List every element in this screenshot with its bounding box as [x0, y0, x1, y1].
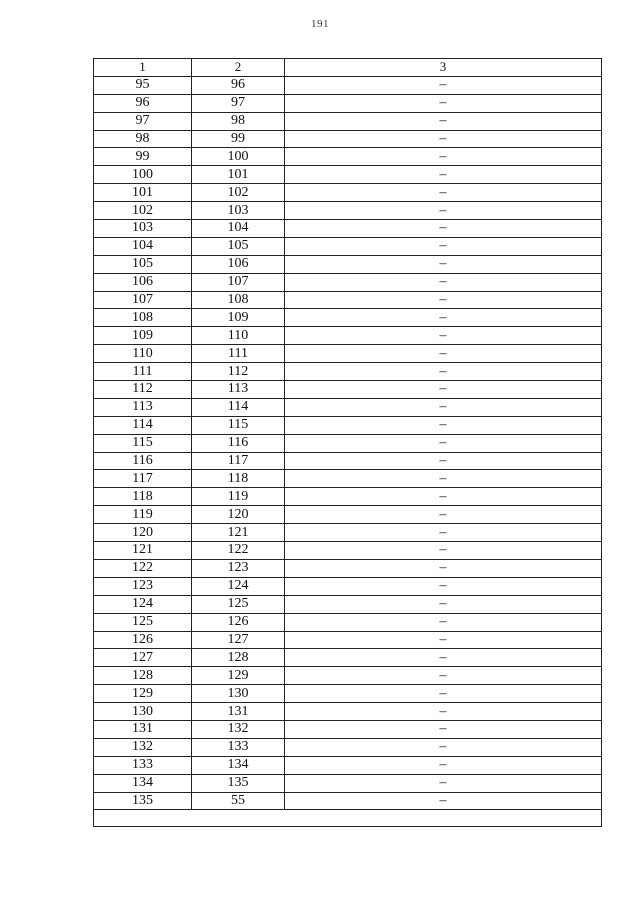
column-header-2: 2: [192, 59, 285, 77]
table-cell-col-1: 116: [94, 452, 192, 470]
table-cell-col-2: 109: [192, 309, 285, 327]
table-row: [94, 595, 602, 613]
table-row: [94, 363, 602, 381]
table-cell-col-3: –: [285, 774, 602, 792]
table-cell-col-3: –: [285, 434, 602, 452]
table-cell-col-2: 97: [192, 94, 285, 112]
table-row: [94, 703, 602, 721]
table-cell-col-1: 117: [94, 470, 192, 488]
table-cell-col-3: –: [285, 613, 602, 631]
table-cell-col-2: 114: [192, 398, 285, 416]
table-cell-col-2: 111: [192, 345, 285, 363]
table-cell-col-1: 99: [94, 148, 192, 166]
table-row: [94, 416, 602, 434]
table-cell-col-3: –: [285, 416, 602, 434]
table-row: [94, 273, 602, 291]
table-cell-col-1: 121: [94, 542, 192, 560]
table-cell-col-1: 130: [94, 703, 192, 721]
table-cell-col-2: 129: [192, 667, 285, 685]
table-cell-col-3: –: [285, 685, 602, 703]
table-row: [94, 220, 602, 238]
table-row: [94, 559, 602, 577]
table-cell-col-2: 99: [192, 130, 285, 148]
table-cell-col-1: 112: [94, 381, 192, 399]
table-body: [94, 59, 602, 827]
table-cell-col-3: –: [285, 738, 602, 756]
table-cell-col-1: 105: [94, 255, 192, 273]
table-cell-col-2: 102: [192, 184, 285, 202]
table-cell-col-1: 124: [94, 595, 192, 613]
table-cell-col-2: 126: [192, 613, 285, 631]
table-cell-col-3: –: [285, 756, 602, 774]
table-cell-col-3: –: [285, 237, 602, 255]
table-cell-col-1: 125: [94, 613, 192, 631]
table-cell-col-2: 133: [192, 738, 285, 756]
table-row: [94, 470, 602, 488]
table-cell-col-2: 120: [192, 506, 285, 524]
table-row: [94, 291, 602, 309]
table-cell-col-1: 131: [94, 720, 192, 738]
table-row: [94, 237, 602, 255]
table-cell-col-3: –: [285, 345, 602, 363]
table-cell-col-1: 111: [94, 363, 192, 381]
table-cell-col-3: –: [285, 291, 602, 309]
table-cell-col-3: –: [285, 184, 602, 202]
column-header-3: 3: [285, 59, 602, 77]
table-cell-col-2: 110: [192, 327, 285, 345]
table-cell-col-1: 133: [94, 756, 192, 774]
table-cell-col-1: 110: [94, 345, 192, 363]
table-cell-col-2: 123: [192, 559, 285, 577]
table-cell-col-3: –: [285, 577, 602, 595]
table-row: [94, 112, 602, 130]
table-cell-col-2: 113: [192, 381, 285, 399]
table-cell-col-3: –: [285, 94, 602, 112]
table-row: [94, 756, 602, 774]
table-cell-col-3: –: [285, 542, 602, 560]
table-cell-col-3: –: [285, 76, 602, 94]
table-cell-col-2: 135: [192, 774, 285, 792]
table-cell-col-2: 127: [192, 631, 285, 649]
column-header-1: 1: [94, 59, 192, 77]
table-cell-col-2: 106: [192, 255, 285, 273]
table-cell-col-1: 120: [94, 524, 192, 542]
table-cell-col-1: 109: [94, 327, 192, 345]
table-cell-col-3: –: [285, 720, 602, 738]
table-cell-col-2: 101: [192, 166, 285, 184]
table-cell-col-3: –: [285, 667, 602, 685]
table-cell-col-1: 96: [94, 94, 192, 112]
table-cell-col-1: 107: [94, 291, 192, 309]
table-cell-col-2: 98: [192, 112, 285, 130]
table-cell-col-1: 122: [94, 559, 192, 577]
table-cell-col-2: 100: [192, 148, 285, 166]
table-cell-col-1: 113: [94, 398, 192, 416]
table-cell-col-2: 118: [192, 470, 285, 488]
table-cell-col-2: 125: [192, 595, 285, 613]
table-cell-col-1: 118: [94, 488, 192, 506]
table-row: [94, 398, 602, 416]
table-cell-col-2: 117: [192, 452, 285, 470]
table-row: [94, 148, 602, 166]
table-cell-col-2: 128: [192, 649, 285, 667]
table-cell-col-2: 105: [192, 237, 285, 255]
table-cell-col-1: 119: [94, 506, 192, 524]
table-cell-col-1: 127: [94, 649, 192, 667]
table-cell-col-1: 128: [94, 667, 192, 685]
table-row: [94, 738, 602, 756]
table-row: [94, 542, 602, 560]
table-row: [94, 345, 602, 363]
table-cell-col-2: 119: [192, 488, 285, 506]
table-row: [94, 434, 602, 452]
table-cell-col-1: 134: [94, 774, 192, 792]
table-row: [94, 309, 602, 327]
table-cell-col-2: 108: [192, 291, 285, 309]
table-cell-col-2: 112: [192, 363, 285, 381]
table-row: [94, 166, 602, 184]
table-cell-col-1: 135: [94, 792, 192, 810]
table-cell-col-3: –: [285, 398, 602, 416]
table-row: [94, 720, 602, 738]
table-cell-col-1: 104: [94, 237, 192, 255]
table-header-row: [94, 59, 602, 77]
table-cell-col-3: –: [285, 309, 602, 327]
table-cell-col-3: –: [285, 381, 602, 399]
table-cell-col-1: 103: [94, 220, 192, 238]
page-number: 191: [311, 18, 329, 30]
table-cell-col-2: 116: [192, 434, 285, 452]
table-row: [94, 76, 602, 94]
table-row: [94, 577, 602, 595]
table-row: [94, 130, 602, 148]
table-row: [94, 327, 602, 345]
table-cell-col-3: –: [285, 273, 602, 291]
table-cell-col-1: 100: [94, 166, 192, 184]
table-cell-col-2: 131: [192, 703, 285, 721]
table-cell-col-3: –: [285, 363, 602, 381]
table-cell-col-1: 101: [94, 184, 192, 202]
table-cell-col-3: –: [285, 703, 602, 721]
table-cell-col-2: 134: [192, 756, 285, 774]
table-cell-col-1: 114: [94, 416, 192, 434]
table-cell-col-1: 102: [94, 202, 192, 220]
table-cell-col-1: 97: [94, 112, 192, 130]
table-cell-col-3: –: [285, 148, 602, 166]
table-cell-col-3: –: [285, 166, 602, 184]
table-cell-col-1: 115: [94, 434, 192, 452]
table-cell-col-2: 103: [192, 202, 285, 220]
table-row: [94, 685, 602, 703]
table-cell-col-3: –: [285, 631, 602, 649]
table-cell-col-1: 132: [94, 738, 192, 756]
table-cell-col-3: –: [285, 130, 602, 148]
table-cell-col-2: 115: [192, 416, 285, 434]
table-cell-col-3: –: [285, 220, 602, 238]
table-cell-col-2: 124: [192, 577, 285, 595]
table-cell-col-1: 123: [94, 577, 192, 595]
table-footer-cell: [94, 810, 602, 827]
table-cell-col-2: 55: [192, 792, 285, 810]
table-cell-col-2: 130: [192, 685, 285, 703]
table-cell-col-3: –: [285, 327, 602, 345]
table-cell-col-1: 129: [94, 685, 192, 703]
table-row: [94, 255, 602, 273]
table-cell-col-3: –: [285, 202, 602, 220]
table-cell-col-1: 98: [94, 130, 192, 148]
table-row: [94, 184, 602, 202]
table-cell-col-2: 96: [192, 76, 285, 94]
table-cell-col-2: 104: [192, 220, 285, 238]
table-footer-row: [94, 810, 602, 827]
table-cell-col-1: 108: [94, 309, 192, 327]
table-cell-col-3: –: [285, 470, 602, 488]
table-row: [94, 381, 602, 399]
table-row: [94, 631, 602, 649]
table-row: [94, 792, 602, 810]
table-cell-col-1: 106: [94, 273, 192, 291]
table-row: [94, 667, 602, 685]
table-row: [94, 613, 602, 631]
table-cell-col-3: –: [285, 488, 602, 506]
table-row: [94, 452, 602, 470]
table-cell-col-1: 95: [94, 76, 192, 94]
table-cell-col-2: 132: [192, 720, 285, 738]
table-cell-col-2: 107: [192, 273, 285, 291]
data-table: [93, 58, 602, 827]
table-cell-col-3: –: [285, 255, 602, 273]
table-row: [94, 202, 602, 220]
table-row: [94, 774, 602, 792]
table-cell-col-3: –: [285, 452, 602, 470]
table-cell-col-1: 126: [94, 631, 192, 649]
table-cell-col-3: –: [285, 524, 602, 542]
table-cell-col-3: –: [285, 112, 602, 130]
table-cell-col-2: 122: [192, 542, 285, 560]
table-cell-col-2: 121: [192, 524, 285, 542]
table-cell-col-3: –: [285, 792, 602, 810]
table-cell-col-3: –: [285, 506, 602, 524]
table-row: [94, 524, 602, 542]
table-cell-col-3: –: [285, 559, 602, 577]
table-row: [94, 488, 602, 506]
table-cell-col-3: –: [285, 649, 602, 667]
table-cell-col-3: –: [285, 595, 602, 613]
table-row: [94, 506, 602, 524]
table-row: [94, 649, 602, 667]
table-row: [94, 94, 602, 112]
